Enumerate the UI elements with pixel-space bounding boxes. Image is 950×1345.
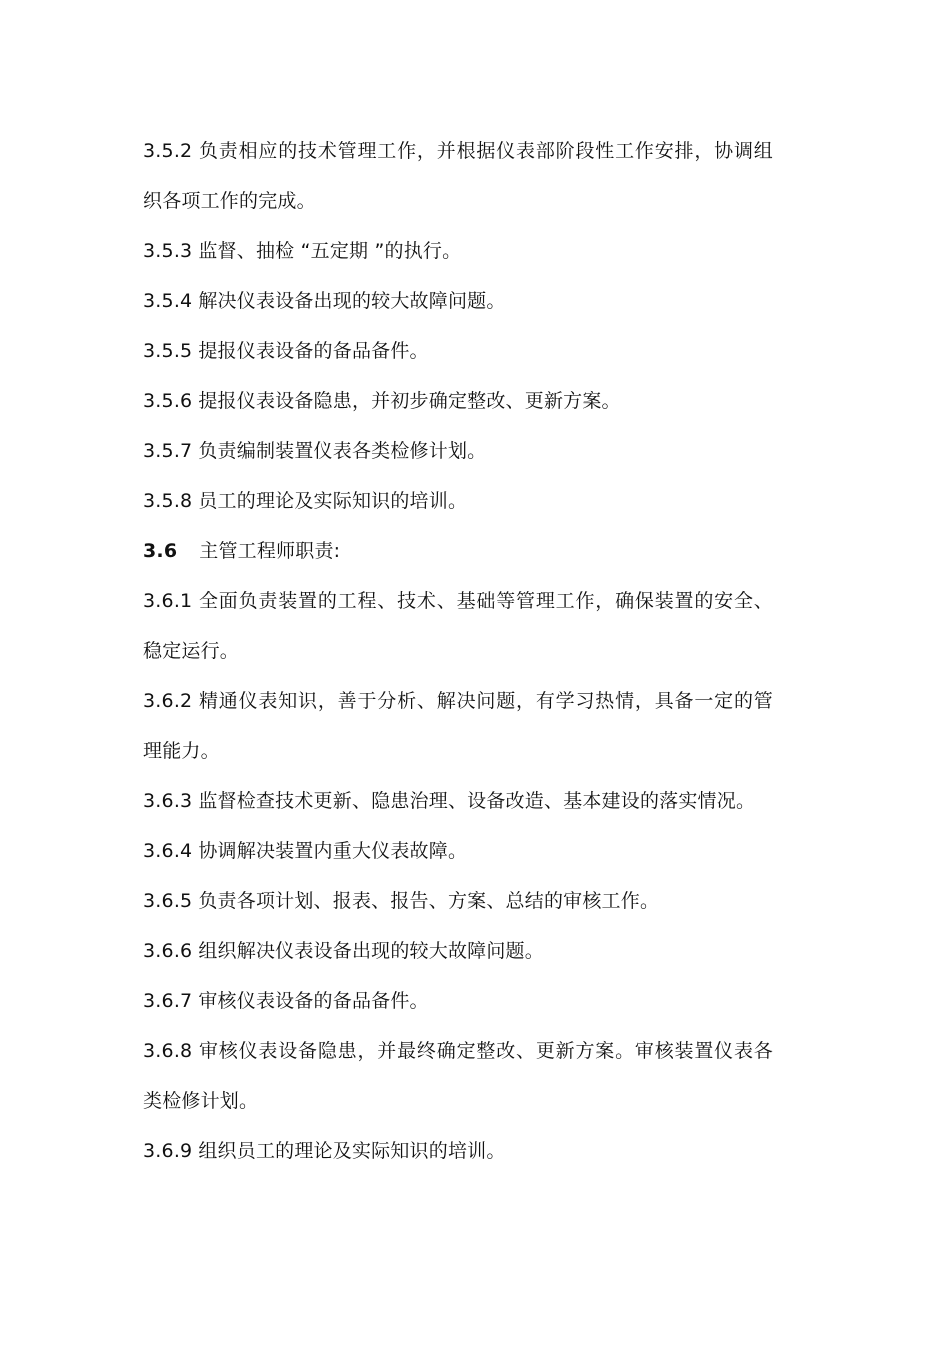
section-title: 主管工程师职责: [199, 540, 341, 562]
paragraph-number: 3.6.3 [143, 790, 193, 812]
paragraph-number: 3.6.6 [143, 940, 193, 962]
paragraph-number: 3.5.2 [143, 140, 193, 162]
paragraph-text: 员工的理论及实际知识的培训。 [198, 490, 468, 512]
paragraph-3-6-8 [143, 1026, 773, 1126]
paragraph-text: 负责相应的技术管理工作，并根据仪表部阶段性工作安排，协调组织各项工作的完成。 [143, 140, 773, 212]
paragraph-3-6-3 [143, 776, 773, 826]
document-body [143, 126, 773, 1176]
paragraph-number: 3.5.7 [143, 440, 193, 462]
paragraph-number: 3.5.4 [143, 290, 193, 312]
paragraph-text: 提报仪表设备的备品备件。 [198, 340, 429, 362]
paragraph-text: 组织员工的理论及实际知识的培训。 [198, 1140, 506, 1162]
paragraph-number: 3.6.2 [143, 690, 193, 712]
paragraph-3-5-5 [143, 326, 773, 376]
paragraph-number: 3.6.5 [143, 890, 193, 912]
paragraph-text: 审核仪表设备的备品备件。 [198, 990, 429, 1012]
paragraph-number: 3.6.4 [143, 840, 193, 862]
paragraph-text: 负责各项计划、报表、报告、方案、总结的审核工作。 [198, 890, 660, 912]
paragraph-3-6-2 [143, 676, 773, 776]
section-number: 3.6 [143, 540, 178, 562]
paragraph-number: 3.6.7 [143, 990, 193, 1012]
section-heading-3-6 [143, 526, 773, 576]
paragraph-3-5-3 [143, 226, 773, 276]
paragraph-text: 审核仪表设备隐患，并最终确定整改、更新方案。审核装置仪表各类检修计划。 [143, 1040, 773, 1112]
paragraph-text: 监督检查技术更新、隐患治理、设备改造、基本建设的落实情况。 [198, 790, 756, 812]
paragraph-number: 3.5.8 [143, 490, 193, 512]
paragraph-text: 提报仪表设备隐患，并初步确定整改、更新方案。 [198, 390, 621, 412]
paragraph-number: 3.6.8 [143, 1040, 193, 1062]
paragraph-text: 解决仪表设备出现的较大故障问题。 [198, 290, 506, 312]
paragraph-3-6-7 [143, 976, 773, 1026]
paragraph-text: 协调解决装置内重大仪表故障。 [198, 840, 468, 862]
paragraph-3-6-4 [143, 826, 773, 876]
paragraph-3-6-6 [143, 926, 773, 976]
paragraph-text: 精通仪表知识，善于分析、解决问题，有学习热情，具备一定的管理能力。 [143, 690, 773, 762]
paragraph-number: 3.5.3 [143, 240, 193, 262]
paragraph-text: 全面负责装置的工程、技术、基础等管理工作，确保装置的安全、稳定运行。 [143, 590, 773, 662]
paragraph-text: 负责编制装置仪表各类检修计划。 [198, 440, 487, 462]
paragraph-number: 3.5.5 [143, 340, 193, 362]
paragraph-3-6-1 [143, 576, 773, 676]
paragraph-3-6-5 [143, 876, 773, 926]
paragraph-3-5-2 [143, 126, 773, 226]
paragraph-3-5-6 [143, 376, 773, 426]
paragraph-3-5-7 [143, 426, 773, 476]
paragraph-text: 监督、抽检 “五定期 ”的执行。 [198, 240, 462, 262]
paragraph-number: 3.6.1 [143, 590, 193, 612]
paragraph-number: 3.6.9 [143, 1140, 193, 1162]
paragraph-text: 组织解决仪表设备出现的较大故障问题。 [198, 940, 544, 962]
paragraph-3-6-9 [143, 1126, 773, 1176]
paragraph-number: 3.5.6 [143, 390, 193, 412]
paragraph-3-5-8 [143, 476, 773, 526]
paragraph-3-5-4 [143, 276, 773, 326]
